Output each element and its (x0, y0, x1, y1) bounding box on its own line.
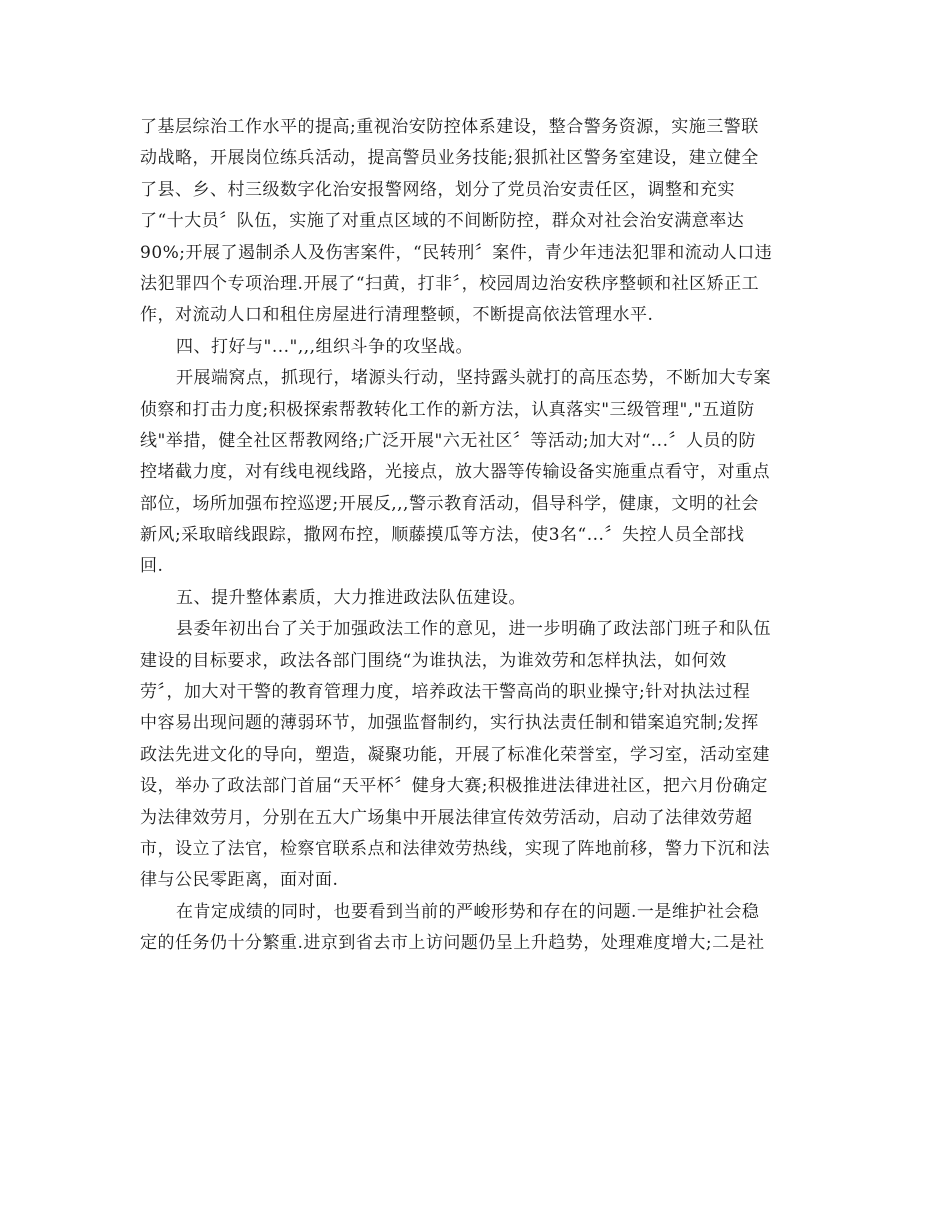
text-line: 中容易出现问题的薄弱环节，加强监督制约，实行执法责任制和错案追究制;发挥 (140, 713, 759, 734)
text-line: 建设的目标要求，政法各部门围绕“为谁执法，为谁效劳和怎样执法，如何效 (140, 650, 727, 671)
text-line: 劳〞，加大对干警的教育管理力度，培养政法干警高尚的职业操守;针对执法过程 (140, 682, 751, 703)
text-line: 法犯罪四个专项治理.开展了“扫黄，打非〞，校园周边治安秩序整顿和社区矫正工 (140, 273, 760, 294)
paragraph-first-line: 五、提升整体素质，大力推进政法队伍建设。 (176, 587, 526, 608)
text-line: 动战略，开展岗位练兵活动，提高警员业务技能;狠抓社区警务室建设，建立健全 (140, 148, 759, 169)
text-line: 作，对流动人口和租住房屋进行清理整顿，不断提高依法管理水平. (140, 305, 654, 326)
text-line: 侦察和打击力度;积极探索帮教转化工作的新方法，认真落实"三级管理","五道防 (140, 399, 755, 420)
text-line: 为法律效劳月，分别在五大广场集中开展法律宣传效劳活动，启动了法律效劳超 (140, 807, 753, 828)
text-line: 定的任务仍十分繁重.进京到省去市上访问题仍呈上升趋势，处理难度增大;二是社 (140, 933, 765, 954)
paragraph-first-line: 四、打好与"...",,,组织斗争的攻坚战。 (176, 336, 474, 357)
text-line: 部位，场所加强布控巡逻;开展反,,,警示教育活动，倡导科学，健康，文明的社会 (140, 493, 759, 514)
text-line: 了县、乡、村三级数字化治安报警网络，划分了党员治安责任区，调整和充实 (140, 179, 735, 200)
paragraph-first-line: 开展端窝点，抓现行，堵源头行动，坚持露头就打的高压态势，不断加大专案 (176, 368, 771, 389)
text-line: 市，设立了法官，检察官联系点和法律效劳热线，实现了阵地前移，警力下沉和法 (140, 838, 770, 859)
text-line: 设，举办了政法部门首届“天平杯〞健身大赛;积极推进法律进社区，把六月份确定 (140, 776, 768, 797)
text-line: 政法先进文化的导向，塑造，凝聚功能，开展了标准化荣誉室，学习室，活动室建 (140, 744, 770, 765)
text-line: 90%;开展了遏制杀人及伤害案件，“民转刑〞案件，青少年违法犯罪和流动人口违 (140, 242, 773, 263)
text-line: 了“十大员〞队伍，实施了对重点区域的不间断防控，群众对社会治安满意率达 (140, 211, 745, 232)
text-line: 控堵截力度，对有线电视线路，光接点，放大器等传输设备实施重点看守，对重点 (140, 462, 770, 483)
text-line: 了基层综治工作水平的提高;重视治安防控体系建设，整合警务资源，实施三警联 (140, 117, 759, 137)
paragraph-first-line: 县委年初出台了关于加强政法工作的意见，进一步明确了政法部门班子和队伍 (176, 619, 771, 640)
paragraph-first-line: 在肯定成绩的同时，也要看到当前的严峻形势和存在的问题.一是维护社会稳 (176, 901, 760, 922)
text-line: 回. (140, 556, 164, 577)
text-line: 线"举措，健全社区帮教网络;广泛开展"六无社区〞等活动;加大对“...〞人员的防 (140, 430, 756, 451)
text-line: 新风;采取暗线跟踪，撒网布控，顺藤摸瓜等方法，使3名“...〞失控人员全部找 (140, 525, 745, 546)
text-line: 律与公民零距离，面对面. (140, 870, 339, 891)
document-body (140, 112, 820, 960)
